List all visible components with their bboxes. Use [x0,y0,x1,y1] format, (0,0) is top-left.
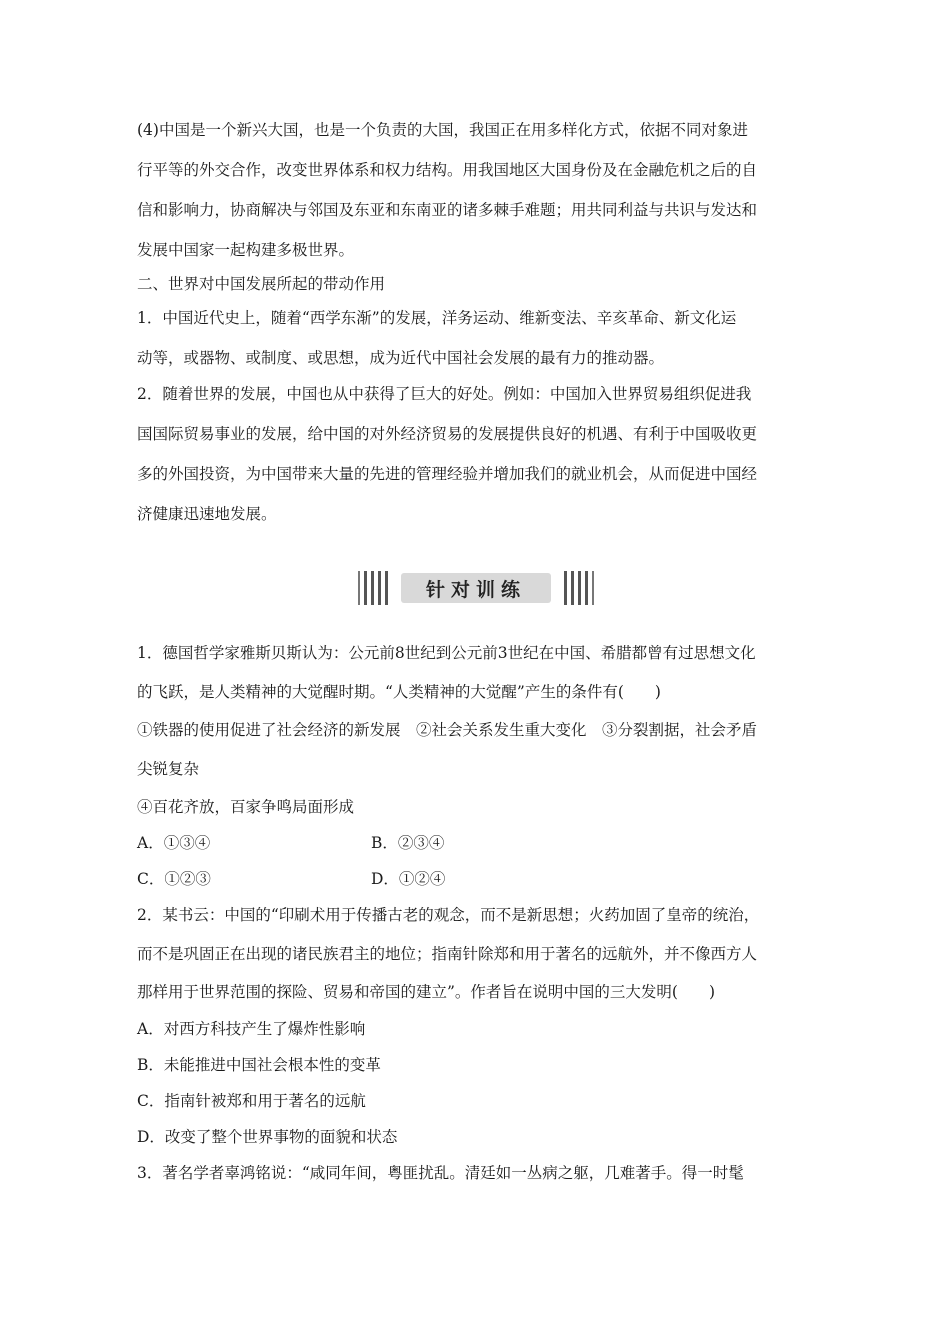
question-stem: 2．某书云：中国的“印刷术用于传播古老的观念，而不是新思想；火药加固了皇帝的统治， [137,906,760,924]
option-a: A．①③④ [137,834,211,852]
section-heading: 二、世界对中国发展所起的带动作用 [137,275,386,293]
option-row [137,833,817,869]
option-d: D．①②④ [371,870,446,888]
exercises [137,643,817,1183]
banner-left-stripes [358,571,388,605]
page-content [137,120,817,544]
option-d: D．改变了整个世界事物的面貌和状态 [137,1128,398,1146]
question-statement: 尖锐复杂 [137,760,200,778]
text-line: 行平等的外交合作，改变世界体系和权力结构。用我国地区大国身份及在金融危机之后的自 [137,161,758,179]
banner-right-stripes [564,571,594,605]
text-line: 国国际贸易事业的发展，给中国的对外经济贸易的发展提供良好的机遇、有利于中国吸收更 [137,425,758,443]
question-stem: 3．著名学者辜鸿铭说：“咸同年间，粤匪扰乱。清廷如一丛病之躯，几难著手。得一时髦 [137,1164,744,1182]
option-c: C．指南针被郑和用于著名的远航 [137,1092,366,1110]
option-a: A．对西方科技产生了爆炸性影响 [137,1020,366,1038]
banner-title: 针对训练 [401,573,551,603]
paragraph-foreign-policy [137,120,817,274]
question-1 [137,643,817,905]
question-stem: 而不是巩固正在出现的诸民族君主的地位；指南针除郑和用于著名的远航外，并不像西方人 [137,945,758,963]
option-row [137,869,817,905]
question-stem: 那样用于世界范围的探险、贸易和帝国的建立”。作者旨在说明中国的三大发明( ) [137,983,716,1001]
text-line: 1．中国近代史上，随着“西学东渐”的发展，洋务运动、维新变法、辛亥革命、新文化运 [137,309,737,327]
text-line: 信和影响力，协商解决与邻国及东亚和东南亚的诸多棘手难题；用共同利益与共识与发达和 [137,201,758,219]
text-line: 发展中国家一起构建多极世界。 [137,241,355,259]
question-statement: ④百花齐放，百家争鸣局面形成 [137,798,355,816]
question-stem: 1．德国哲学家雅斯贝斯认为：公元前8世纪到公元前3世纪在中国、希腊都曾有过思想文化 [137,644,756,662]
option-b: B．未能推进中国社会根本性的变革 [137,1056,381,1074]
question-3 [137,1163,817,1183]
text-line: 多的外国投资，为中国带来大量的先进的管理经验并增加我们的就业机会，从而促进中国经 [137,465,758,483]
practice-banner [358,571,594,605]
text-line: 济健康迅速地发展。 [137,505,277,523]
text-line: (4)中国是一个新兴大国，也是一个负责的大国，我国正在用多样化方式，依据不同对象进 [137,121,748,139]
option-b: B．②③④ [371,834,445,852]
option-c: C．①②③ [137,870,211,888]
question-2 [137,905,817,1163]
question-statement: ①铁器的使用促进了社会经济的新发展 ②社会关系发生重大变化 ③分裂割据，社会矛盾 [137,721,758,739]
section-item-1 [137,308,817,384]
section-item-2 [137,384,817,544]
question-stem: 的飞跃，是人类精神的大觉醒时期。“人类精神的大觉醒”产生的条件有( ) [137,683,661,701]
text-line: 2．随着世界的发展，中国也从中获得了巨大的好处。例如：中国加入世界贸易组织促进我 [137,385,752,403]
text-line: 动等，或器物、或制度、或思想，成为近代中国社会发展的最有力的推动器。 [137,349,665,367]
